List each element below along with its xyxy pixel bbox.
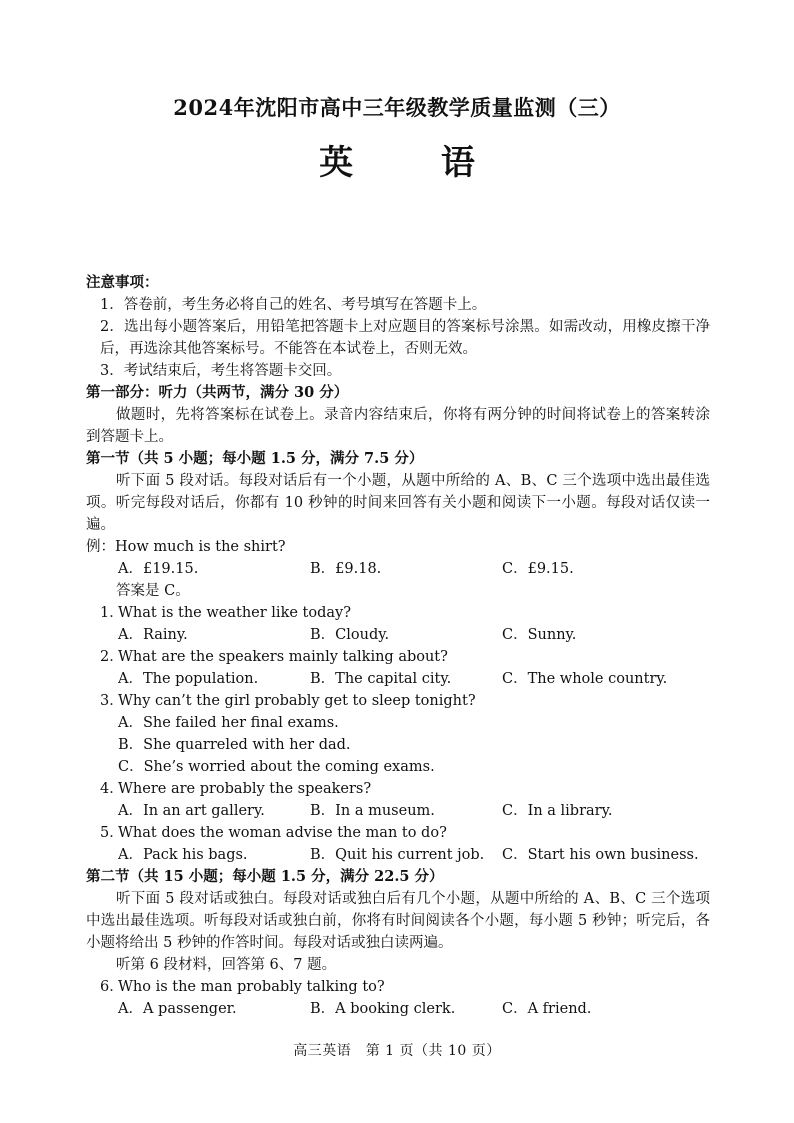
option-c: C．The whole country. — [502, 671, 668, 687]
question-2 — [86, 646, 710, 668]
notice-item-3: 3．考试结束后，考生将答题卡交回。 — [100, 363, 342, 379]
question-text: What is the weather like today? — [118, 605, 351, 621]
option-a: A．She failed her final exams. — [118, 715, 339, 731]
part1-heading: 第一部分：听力（共两节，满分 30 分） — [86, 384, 349, 401]
question-1-options — [86, 624, 710, 646]
question-number: 1． — [100, 605, 124, 621]
question-6 — [86, 976, 710, 998]
question-number: 4． — [100, 781, 124, 797]
section2-material: 听第 6 段材料，回答第 6、7 题。 — [116, 957, 337, 973]
option-c: C．Start his own business. — [502, 847, 699, 863]
question-3 — [86, 690, 710, 712]
example-question: 例：How much is the shirt? — [86, 539, 286, 555]
example-option-a: A．£19.15. — [118, 561, 199, 577]
question-text: Why can’t the girl probably get to sleep tonight? — [118, 693, 476, 709]
page-footer: 高三英语 第 1 页（共 10 页） — [293, 1043, 501, 1059]
exam-title: 2024年沈阳市高中三年级教学质量监测（三） — [173, 95, 621, 120]
notice-item-1: 1．答卷前，考生务必将自己的姓名、考号填写在答题卡上。 — [100, 297, 487, 313]
question-1 — [86, 602, 710, 624]
subject-title: 英 语 — [319, 143, 513, 183]
option-b: B．Quit his current job. — [310, 847, 485, 863]
option-b: B．Cloudy. — [310, 627, 390, 643]
option-a: A．A passenger. — [118, 1001, 237, 1017]
question-5-options — [86, 844, 710, 866]
option-b: B．The capital city. — [310, 671, 452, 687]
question-text: Where are probably the speakers? — [118, 781, 372, 797]
option-b: B．In a museum. — [310, 803, 435, 819]
section1-instruction: 听下面 5 段对话。每段对话后有一个小题，从题中所给的 A、B、C 三个选项中选出最佳选项。听完每段对话后，你都有 10 秒钟的时间来回答有关小题和阅读下一小题。每段对话仅读一遍。 — [86, 473, 710, 533]
option-a: A．In an art gallery. — [118, 803, 265, 819]
question-6-options — [86, 998, 710, 1020]
question-4-options — [86, 800, 710, 822]
question-5 — [86, 822, 710, 844]
section2-instruction: 听下面 5 段对话或独白。每段对话或独白后有几个小题，从题中所给的 A、B、C 三个选项中选出最佳选项。听每段对话或独白前，你将有时间阅读各个小题，每小题 5 秒钟；听完后，各小题将给出 5 秒钟的作答时间。每段对话或独白读两遍。 — [86, 891, 710, 951]
question-number: 2． — [100, 649, 124, 665]
part1-instruction: 做题时，先将答案标在试卷上。录音内容结束后，你将有两分钟的时间将试卷上的答案转涂到答题卡上。 — [86, 407, 710, 445]
option-a: A．Pack his bags. — [118, 847, 248, 863]
notice-item-2: 2．选出每小题答案后，用铅笔把答题卡上对应题目的答案标号涂黑。如需改动，用橡皮擦干净后，再选涂其他答案标号。不能答在本试卷上，否则无效。 — [100, 319, 710, 357]
example-answer: 答案是 C。 — [116, 583, 190, 599]
question-text: What are the speakers mainly talking about? — [118, 649, 448, 665]
option-a: A．Rainy. — [118, 627, 188, 643]
question-text: What does the woman advise the man to do? — [118, 825, 447, 841]
question-4 — [86, 778, 710, 800]
question-2-options — [86, 668, 710, 690]
question-text: Who is the man probably talking to? — [118, 979, 385, 995]
example-options — [86, 558, 710, 580]
option-c: C．A friend. — [502, 1001, 592, 1017]
option-c: C．She’s worried about the coming exams. — [118, 759, 435, 775]
option-b: B．She quarreled with her dad. — [118, 737, 351, 753]
option-c: C．In a library. — [502, 803, 613, 819]
exam-content — [86, 272, 710, 1020]
example-option-c: C．£9.15. — [502, 561, 574, 577]
notice-heading: 注意事项： — [86, 274, 159, 291]
section2-heading: 第二节（共 15 小题；每小题 1.5 分，满分 22.5 分） — [86, 868, 444, 885]
option-c: C．Sunny. — [502, 627, 577, 643]
question-number: 6． — [100, 979, 124, 995]
question-number: 5． — [100, 825, 124, 841]
question-number: 3． — [100, 693, 124, 709]
option-b: B．A booking clerk. — [310, 1001, 456, 1017]
option-a: A．The population. — [118, 671, 259, 687]
example-option-b: B．£9.18. — [310, 561, 382, 577]
section1-heading: 第一节（共 5 小题；每小题 1.5 分，满分 7.5 分） — [86, 450, 424, 467]
